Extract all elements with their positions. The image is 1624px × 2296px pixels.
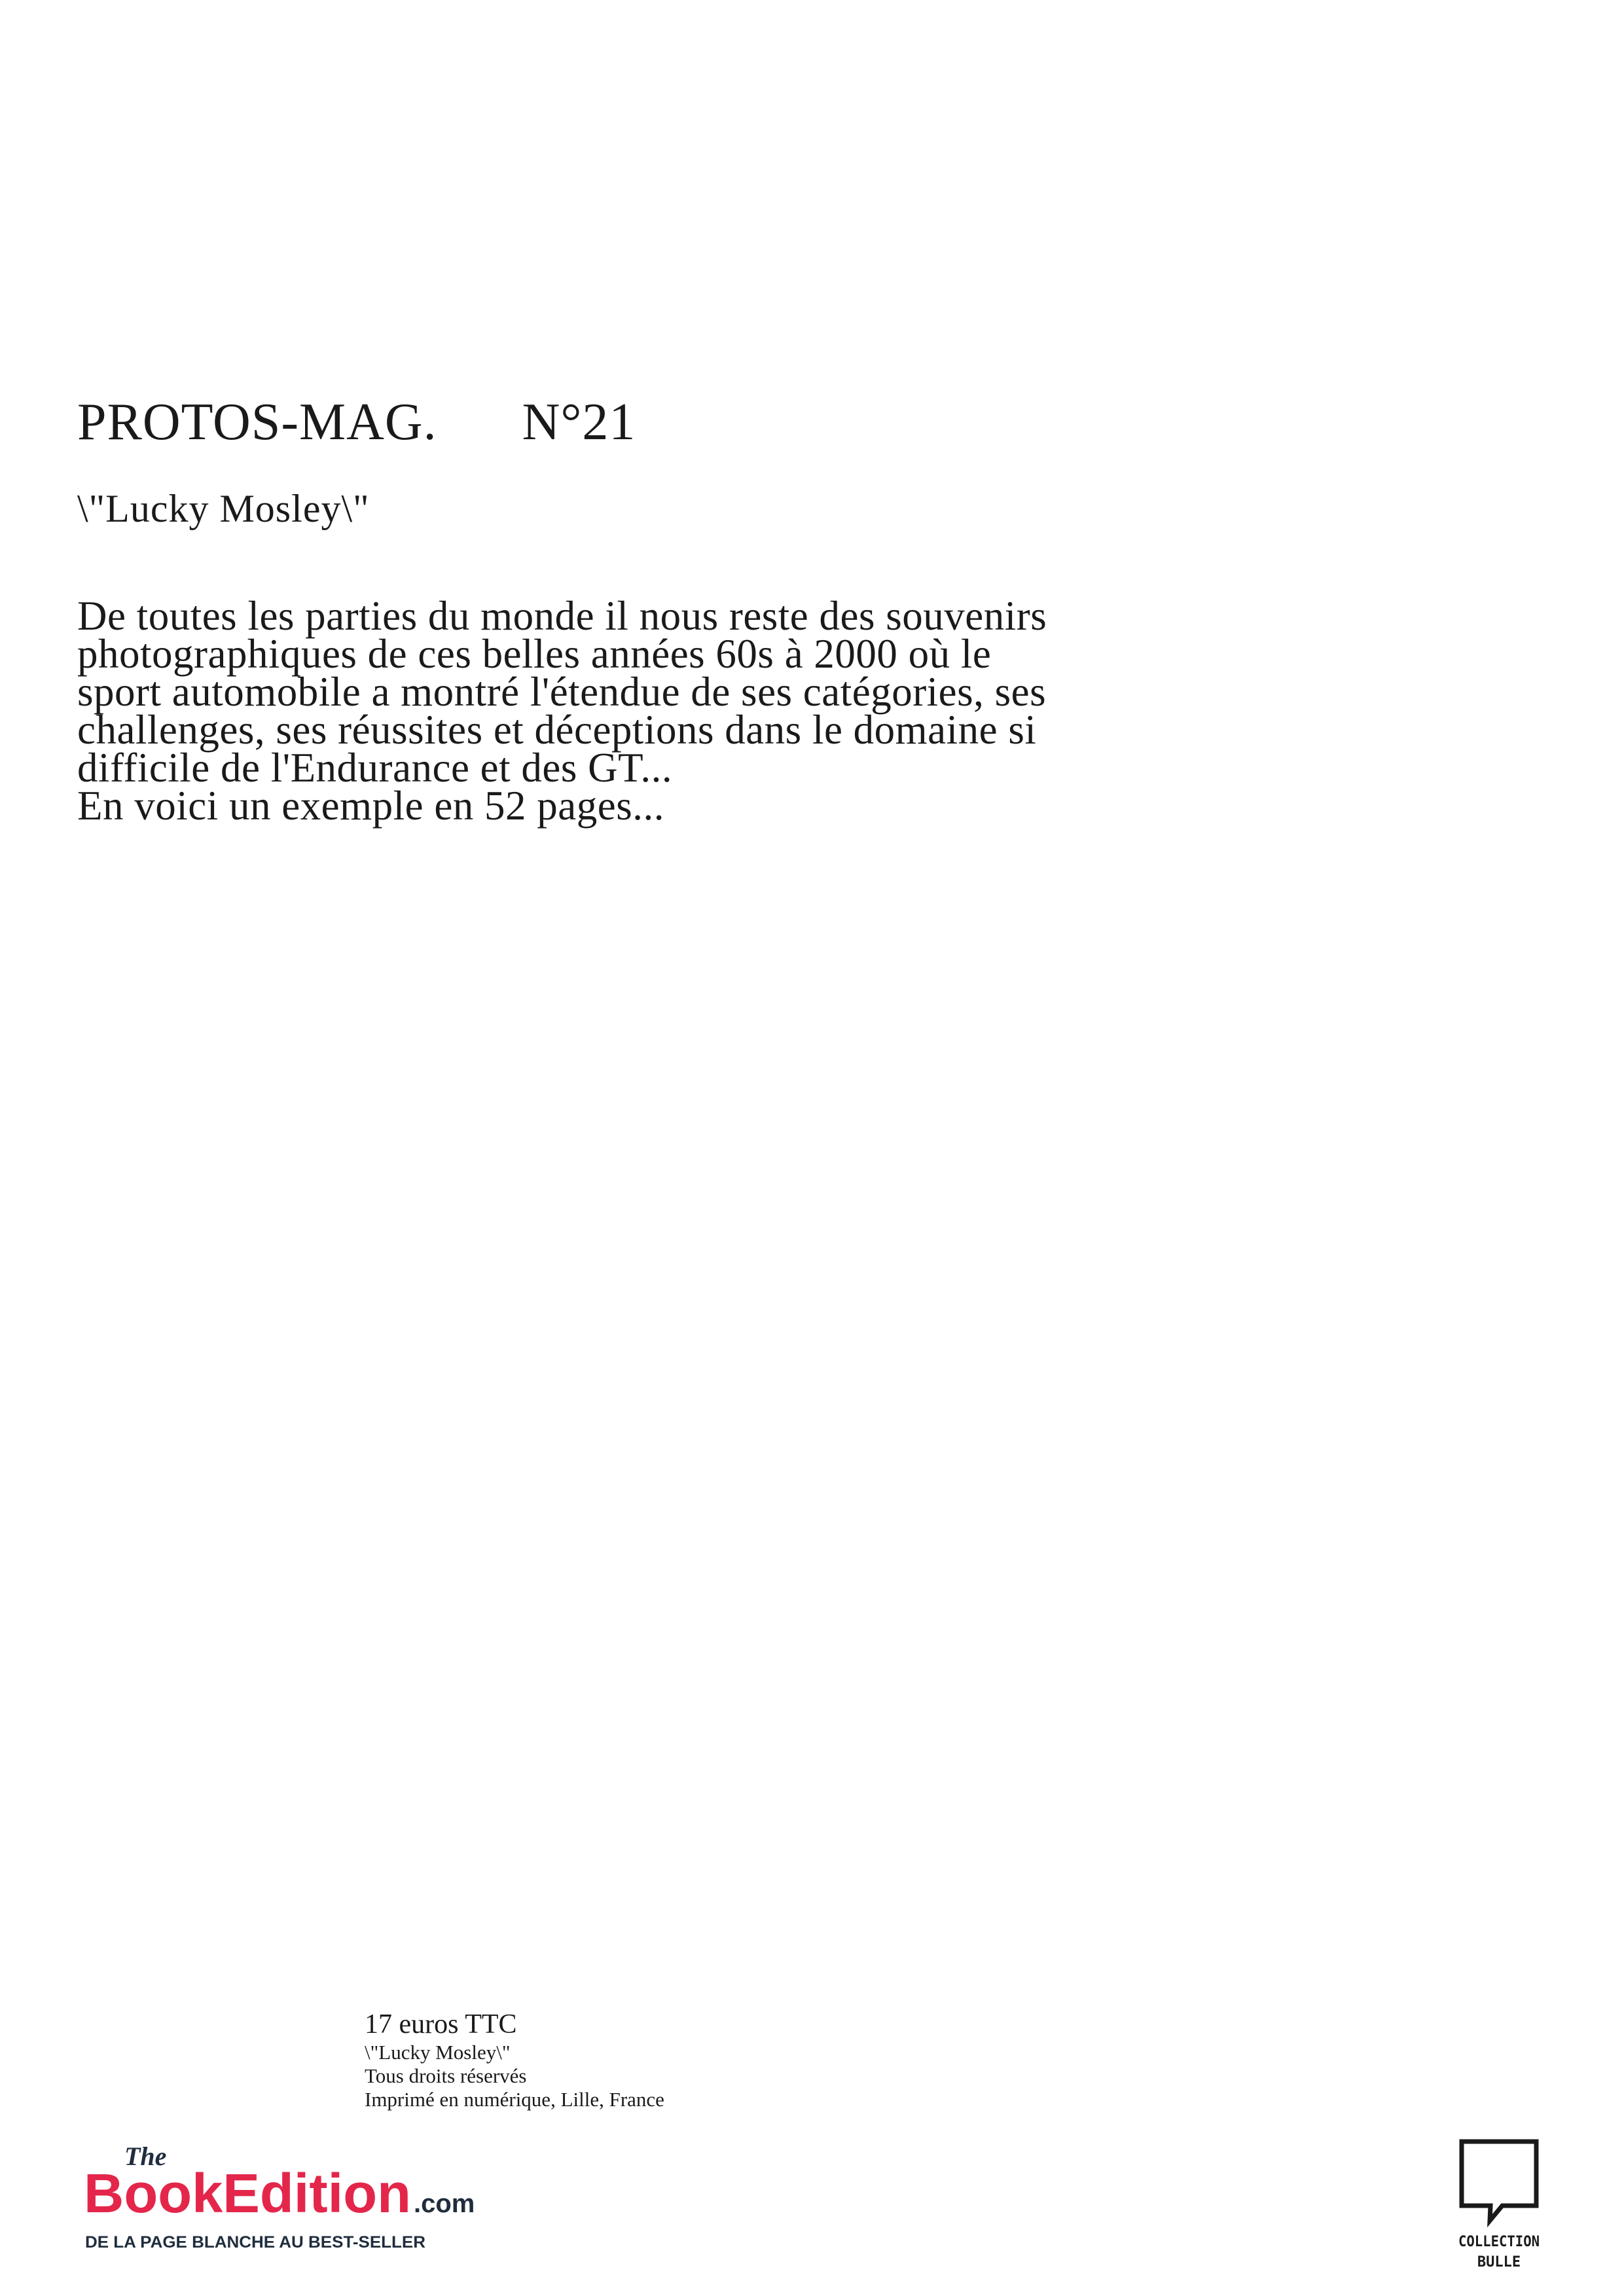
issue-number: N°21	[522, 393, 636, 451]
colophon-printed: Imprimé en numérique, Lille, France	[365, 2088, 664, 2111]
magazine-name: PROTOS-MAG.	[77, 393, 437, 451]
colophon-rights: Tous droits réservés	[365, 2064, 527, 2087]
logo-name-text: BookEdition	[84, 2162, 411, 2224]
logo-the-text: The	[124, 2142, 167, 2171]
magazine-title	[77, 386, 636, 458]
issue-subtitle: \"Lucky Mosley\"	[77, 487, 370, 530]
description-line: sport automobile a montré l'étendue de ses catégories, ses	[77, 669, 1047, 715]
description-line: En voici un exemple en 52 pages...	[77, 783, 665, 829]
logo-tagline-text: DE LA PAGE BLANCHE AU BEST-SELLER	[85, 2233, 425, 2251]
bulle-label: BULLE	[1477, 2254, 1521, 2270]
speech-bubble-icon	[1462, 2142, 1536, 2221]
description-text	[77, 593, 1321, 829]
description-line: photographiques de ces belles années 60s à 2000 où le	[77, 631, 992, 677]
logo-domain-text: .com	[414, 2189, 475, 2218]
description-line: De toutes les parties du monde il nous reste des souvenirs	[77, 593, 1047, 639]
description-line: challenges, ses réussites et déceptions dans le domaine si	[77, 707, 1037, 753]
bookedition-logo[interactable]	[84, 2135, 477, 2259]
price-label: 17 euros TTC	[365, 2009, 517, 2039]
description-line: difficile de l'Endurance et des GT...	[77, 745, 673, 791]
collection-bulle-logo	[1453, 2138, 1545, 2278]
colophon-author: \"Lucky Mosley\"	[365, 2041, 511, 2064]
collection-label: COLLECTION	[1458, 2234, 1540, 2250]
colophon	[365, 2008, 664, 2111]
